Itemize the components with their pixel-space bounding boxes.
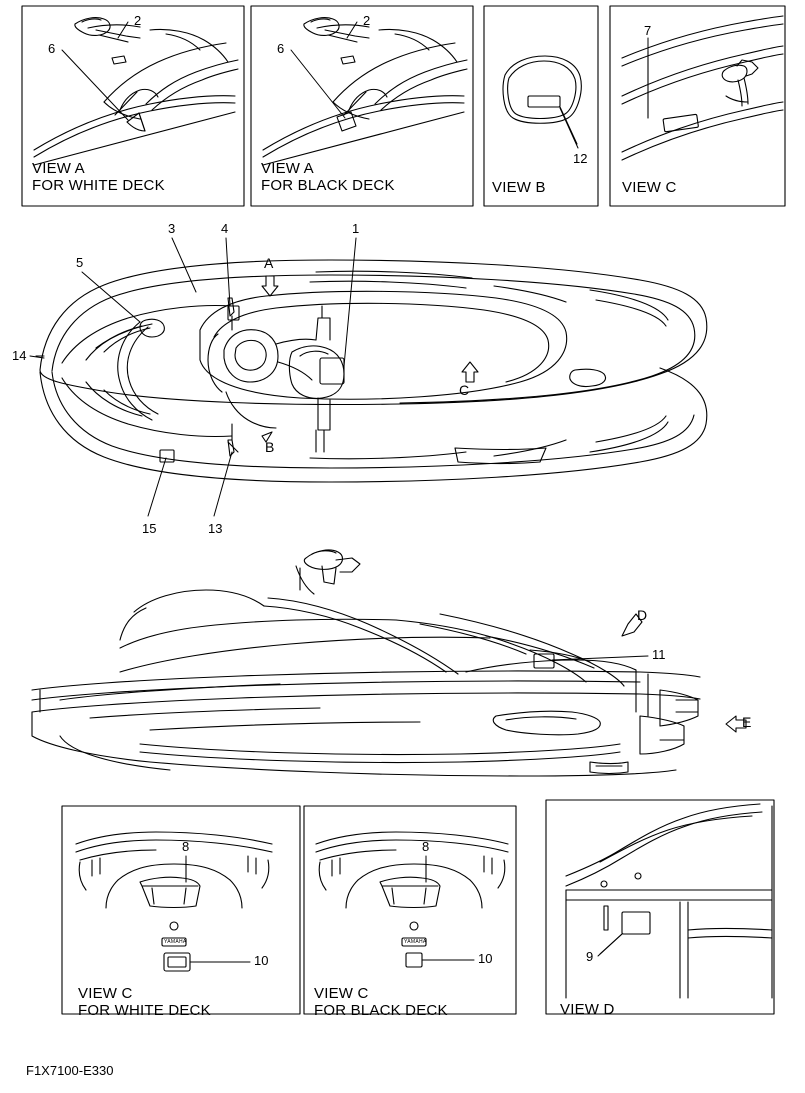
callout-12: 12: [573, 151, 588, 166]
view-c-black-title-line1: VIEW C: [314, 985, 369, 1002]
view-c-white-artwork: [76, 832, 272, 971]
yamaha-badge-white: YAMAHA: [164, 939, 187, 945]
callout-11: 11: [652, 647, 666, 662]
callout-8-white: 8: [182, 839, 190, 854]
arrow-c: [462, 362, 478, 382]
label-1-graphic: [320, 358, 344, 384]
view-c-white-title-line1: VIEW C: [78, 985, 133, 1002]
panel-border-view-c-top: [610, 6, 785, 206]
view-a-white-artwork: [34, 18, 238, 165]
label-10-graphic-black: [406, 953, 422, 967]
section-marker-d: D: [637, 607, 648, 623]
section-marker-a: A: [264, 255, 274, 271]
callout-6-white: 6: [48, 41, 56, 56]
view-d-title: VIEW D: [560, 1001, 615, 1018]
callout-9: 9: [586, 949, 594, 964]
callout-1: 1: [352, 221, 360, 236]
view-a-white-title: [32, 160, 165, 194]
view-c-white-title-line2: FOR WHITE DECK: [78, 1002, 211, 1019]
label-7-graphic: [663, 114, 698, 132]
section-marker-b: B: [265, 439, 275, 455]
arrow-a: [262, 276, 278, 296]
view-c-black-title: [314, 985, 448, 1019]
side-view-artwork: [32, 550, 700, 776]
callout-14: 14: [12, 348, 27, 363]
callout-10-black: 10: [478, 951, 493, 966]
section-marker-c: C: [459, 382, 470, 398]
top-view-artwork: [36, 260, 707, 482]
view-a-black-title-line1: VIEW A: [261, 160, 314, 177]
label-15-graphic: [160, 450, 174, 462]
panel-border-view-b: [484, 6, 598, 206]
drawing-code: F1X7100-E330: [26, 1063, 114, 1078]
view-a-black-artwork: [263, 18, 467, 165]
yamaha-badge-black: YAMAHA: [404, 939, 427, 945]
panel-border-view-c-black: [304, 806, 516, 1014]
view-a-white-title-line2: FOR WHITE DECK: [32, 177, 165, 194]
section-arrows: [262, 276, 746, 732]
view-c-black-title-line2: FOR BLACK DECK: [314, 1002, 448, 1019]
callout-4: 4: [221, 221, 229, 236]
label-9-graphic: [622, 912, 650, 934]
callout-6-black: 6: [277, 41, 285, 56]
panel-border-view-d: [546, 800, 774, 1014]
view-a-black-title: [261, 160, 395, 194]
callout-5: 5: [76, 255, 84, 270]
callout-10-white: 10: [254, 953, 269, 968]
section-marker-e: E: [742, 714, 752, 730]
callout-3: 3: [168, 221, 176, 236]
callout-13: 13: [208, 521, 223, 536]
view-d-artwork: [566, 804, 772, 998]
callout-2-black: 2: [363, 13, 371, 28]
view-c-top-title: VIEW C: [622, 179, 677, 196]
view-a-black-title-line2: FOR BLACK DECK: [261, 177, 395, 194]
label-12-graphic: [528, 96, 560, 107]
callout-7: 7: [644, 23, 652, 38]
view-c-white-title: [78, 985, 211, 1019]
callout-2-white: 2: [134, 13, 142, 28]
view-b-artwork: [503, 56, 581, 144]
view-c-black-artwork: [316, 832, 508, 967]
callout-15: 15: [142, 521, 157, 536]
view-b-title: VIEW B: [492, 179, 546, 196]
view-a-white-title-line1: VIEW A: [32, 160, 85, 177]
callout-8-black: 8: [422, 839, 430, 854]
